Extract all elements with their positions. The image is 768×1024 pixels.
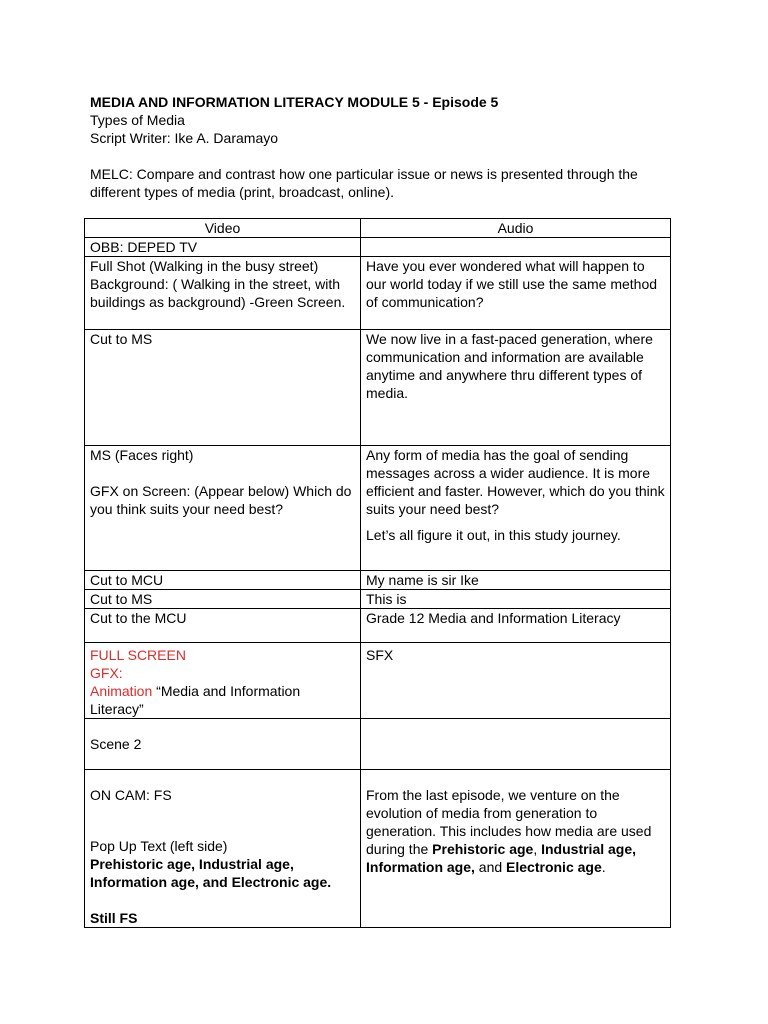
video-cell (85, 770, 361, 928)
audio-cell: SFX (361, 643, 671, 719)
scene-heading: Scene 2 (85, 719, 361, 770)
video-line: Pop Up Text (left side) (90, 838, 228, 854)
video-cell: Cut to MS (85, 590, 361, 609)
audio-cell: Grade 12 Media and Information Literacy (361, 609, 671, 643)
animation-label: Animation (90, 683, 153, 699)
audio-bold-text: Electronic age (506, 859, 602, 875)
document-header (90, 93, 690, 201)
audio-line: Let’s all figure it out, in this study journey. (366, 527, 621, 543)
video-cell: Cut to MS (85, 330, 361, 446)
table-row (85, 719, 671, 770)
audio-cell (361, 719, 671, 770)
table-row (85, 330, 671, 446)
table-row (85, 643, 671, 719)
table-header-row (85, 219, 671, 238)
audio-bold-text: Industrial age, Information age, (366, 841, 637, 875)
audio-cell (361, 238, 671, 257)
video-line: Still FS (90, 910, 138, 926)
table-row (85, 446, 671, 571)
table-row (85, 609, 671, 643)
full-screen-label: FULL SCREEN (90, 647, 186, 663)
table-row (85, 257, 671, 330)
animation-line (90, 682, 355, 718)
melc-text: MELC: Compare and contrast how one particular issue or news is presented through the different types of media (print, broadcast, online). (90, 166, 638, 200)
document-title: MEDIA AND INFORMATION LITERACY MODULE 5 - Episode 5 (90, 94, 499, 110)
script-writer: Script Writer: Ike A. Daramayo (90, 130, 279, 146)
table-row (85, 770, 671, 928)
pop-up-text: Prehistoric age, Industrial age, Information age, and Electronic age. (90, 856, 332, 890)
table-row (85, 238, 671, 257)
video-cell: Cut to the MCU (85, 609, 361, 643)
video-line: ON CAM: FS (90, 787, 172, 803)
video-cell: Full Shot (Walking in the busy street) Background: ( Walking in the street, with buildings as background) -Green Screen. (85, 257, 361, 330)
audio-cell (361, 770, 671, 928)
column-header-audio: Audio (361, 219, 671, 238)
audio-cell: Have you ever wondered what will happen to our world today if we still use the same method of communication? (361, 257, 671, 330)
audio-cell: My name is sir Ike (361, 571, 671, 590)
audio-text: , (533, 841, 542, 857)
video-cell: OBB: DEPED TV (85, 238, 361, 257)
audio-cell (361, 446, 671, 571)
column-header-video: Video (85, 219, 361, 238)
audio-line: Any form of media has the goal of sending messages across a wider audience. It is more efficient and faster. However, which do you think suits your need best? (366, 447, 665, 517)
video-cell: Cut to MCU (85, 571, 361, 590)
audio-text: From the last episode, we venture on the evolution of media from generation to generation. This includes how media are used during the (366, 787, 652, 857)
audio-bold-text: Prehistoric age (432, 841, 534, 857)
audio-cell: We now live in a fast-paced generation, where communication and information are available anytime and anywhere thru different types of media. (361, 330, 671, 446)
video-cell (85, 446, 361, 571)
script-table (84, 218, 671, 928)
audio-text: . (601, 859, 606, 875)
table-row (85, 590, 671, 609)
video-line: MS (Faces right) (90, 447, 194, 463)
table-row (85, 571, 671, 590)
audio-cell: This is (361, 590, 671, 609)
animation-title: “Media and Information Literacy” (90, 683, 301, 717)
video-line: GFX on Screen: (Appear below) Which do you think suits your need best? (90, 483, 352, 517)
gfx-label: GFX: (90, 665, 123, 681)
audio-text: and (474, 859, 507, 875)
video-cell (85, 643, 361, 719)
document-subtitle: Types of Media (90, 112, 185, 128)
